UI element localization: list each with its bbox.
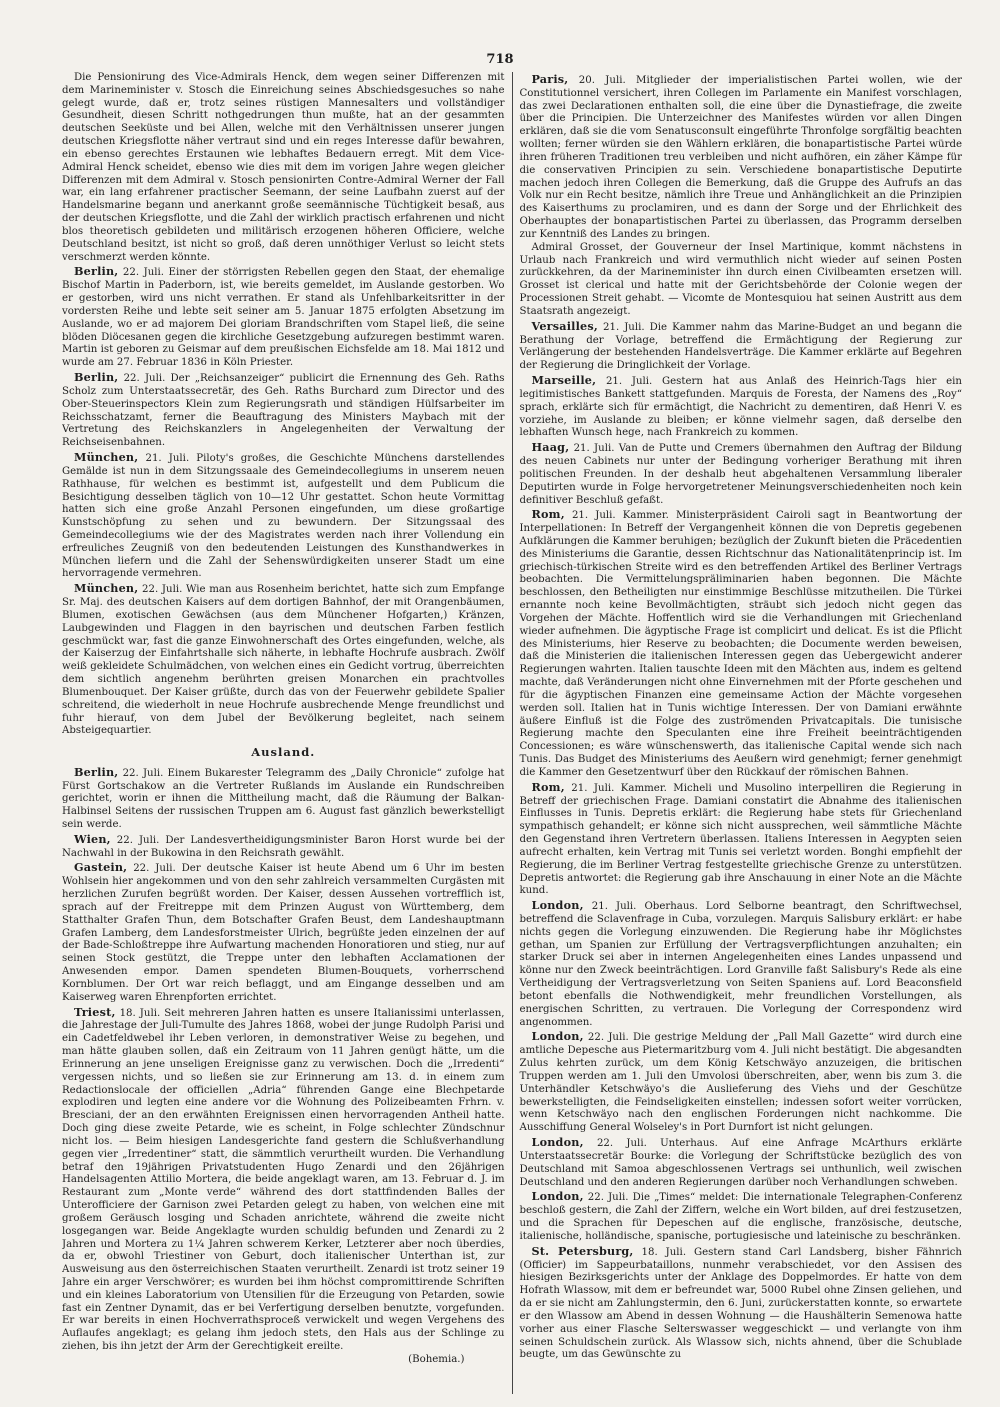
news-paragraph bbox=[62, 581, 505, 738]
right-column bbox=[513, 72, 963, 1394]
dateline-place: London, bbox=[531, 1189, 584, 1204]
paragraph-text: 21. Juli. Van de Putte und Cremers übernahmen den Auftrag der Bildung des neuen Cabinets nur unter der Bedingung vorheriger Berathung mit ihren politischen Freunden. In der deshalb heut abgehaltenen Versammlung liberaler Deputirten wurde in Folge hervorgetretener Meinungsverschiedenheiten noch kein definitiver Beschluß gefaßt. bbox=[519, 443, 962, 506]
paragraph-text: 22. Juli. Wie man aus Rosenheim berichtet, hatte sich zum Empfange Sr. Maj. des deutschen Kaisers auf dem dortigen Bahnhof, der mit Orangenbäumen, Blumen, exotischen Gewächsen (aus dem Münchener Hofgarten,) Kränzen, Laubgewinden und Flaggen in den bayrischen und deutschen Farben festlich geschmückt war, fast die ganze Einwohnerschaft des Ortes eingefunden, welche, als der Kaiserzug der Einfahrtshalle sich näherte, in lebhafte Hochrufe ausbrach. Zwölf weiß gekleidete Schulmädchen, von welchen eines ein Gedicht vortrug, überreichten dem sichtlich angenehm berührten greisen Monarchen ein prachtvolles Blumenbouquet. Der Kaiser grüßte, durch das von der Feuerwehr gebildete Spalier schreitend, die wiederholt in neue Hochrufe ausbrechende Menge freundlichst und fuhr hierauf, von dem Jubel der Bevölkerung begleitet, nach seinem Absteigequartier. bbox=[62, 584, 505, 737]
paragraph-text: Admiral Grosset, der Gouverneur der Insel Martinique, kommt nächstens in Urlaub nach Frankreich und wird vermuthlich nicht wieder auf seinen Posten zurückkehren, da der Marineminister ihn durch einen Civilbeamten ersetzen will. Grosset ist clerical und hatte mit der Gerichtsbehörde der Colonie wegen der Processionen Streit gehabt. — Vicomte de Montesquiou hat seinen Austritt aus dem Staatsrath angezeigt. bbox=[519, 241, 962, 317]
source-signature: (Bohemia.) bbox=[408, 1353, 465, 1365]
dateline-place: Paris, bbox=[531, 72, 569, 86]
news-paragraph bbox=[520, 242, 963, 319]
news-paragraph bbox=[62, 370, 505, 450]
paragraph-text: 22. Juli. Unterhaus. Auf eine Anfrage McArthurs erklärte Unterstaatssecretär Bourke: die Vorlegung der Schriftstücke bezüglich des von Deutschland mit Samoa abgeschlossenen Vertrags sei unthunlich, weil zwischen Deutschland und den anderen Regierungen darüber noch Verhandlungen schweben. bbox=[519, 1138, 962, 1188]
paragraph-text: 21. Juli. Kammer. Ministerpräsident Cairoli sagt in Beantwortung der Interpellationen: In Betreff der Vergangenheit können die von Depretis gegebenen Aufklärungen die Kammer beruhigen; bezüglich der Zukunft bieten die Präcedentien des Ministeriums die Garantie, dessen Richtschnur das Nationalitätenprincip ist. Im griechisch-türkischen Streite wird es den betreffenden Artikel des Berliner Vertrags beobachten. Die Vermittelungspräliminarien haben begonnen. Die Mächte beschlossen, den Betheiligten nur einstimmige Beschlüsse mitzutheilen. Die Türkei ernannte noch keine Bevollmächtigten, sträubt sich jedoch nicht gegen das Vorgehen der Mächte. Hoffentlich wird sie die Verhandlungen mit Griechenland wieder aufnehmen. Die ägyptische Frage ist complicirt und delicat. Es ist die Pflicht des Ministeriums, hier Reserve zu beobachten; die Documente werden beweisen, daß die Ministerien die italienischen Interessen gegen das Uebergewicht anderer Regierungen wahrten. Italien tauschte Ideen mit den Mächten aus, indem es geltend machte, daß Veränderungen nicht ohne Einvernehmen mit der Pforte geschehen und für die ägyptischen Finanzen eine gemeinsame Action der Mächte vorgesehen werden soll. Italien hat in Tunis wichtige Interessen. Der von Damiani erwähnte äußere Einfluß ist die Folge des zuströmenden Privatcapitals. Die tunisische Regierung machte den Speculanten eine ihre Freiheit beeinträchtigenden Concessionen; es wäre wünschenswerth, das italienische Capital wende sich nach Tunis. Das Budget des Ministeriums des Aeußern wird genehmigt; ferner genehmigt die Kammer den Gesetzentwurf über den Rückkauf der römischen Bahnen. bbox=[519, 510, 962, 778]
paragraph-text: 20. Juli. Mitglieder der imperialistischen Partei wollen, wie der Constitutionnel versichert, ihren Collegen im Parlamente ein Manifest vorschlagen, das zwei Declarationen enthalten soll, die eine über die Dynastiefrage, die zweite über die Principien. Die Unterzeichner des Manifestes würden vor allen Dingen erklären, daß sie die vom Senatusconsult eingeführte Thronfolge sorgfältig beachten wollten; ferner würden sie den Wählern erklären, die bonapartistische Partei würde ihren früheren Traditionen treu verbleiben und nicht aufhören, ein zäher Kämpe für die conservativen Principien zu sein. Verschiedene bonapartistische Deputirte machen jedoch ihren Collegen die Bemerkung, daß die Gruppe des Aufrufs an das Volk nur ein Recht besitze, nämlich ihre Treue und Anhänglichkeit an die Prinzipien des Kaiserthums zu proclamiren, und es dann der Sorge und der Ehrlichkeit des Oberhauptes der bonapartistischen Partei zu überlassen, das Programm derselben zur Kenntniß des Landes zu bringen. bbox=[519, 75, 962, 240]
paragraph-text: 21. Juli. Oberhaus. Lord Selborne beantragt, den Schriftwechsel, betreffend die Sclavenfrage in Cuba, vorzulegen. Marquis Salisbury erklärt: er habe nichts gegen die Vorlegung einzuwenden. Die Regierung habe ihr Möglichstes gethan, um Spanien zur Erfüllung der Vertragsverpflichtungen anzuhalten; ein starker Druck sei aber in internen Angelegenheiten eines Landes unpassend und könne nur den Zweck beeinträchtigen. Lord Granville faßt Salisbury's Rede als eine Vertheidigung der Vertragsverletzung von Seiten Spaniens auf. Lord Beaconsfield betont ebenfalls die Nothwendigkeit, mehr freundlichen Vorstellungen, als energischen Schritten, zu vertrauen. Die Vorlegung der Correspondenz wird angenommen. bbox=[519, 901, 962, 1028]
paragraph-text: 22. Juli. Der Landesvertheidigungsminister Baron Horst wurde bei der Nachwahl in der Bukowina in den Reichsrath gewählt. bbox=[62, 834, 505, 859]
news-paragraph bbox=[520, 1135, 963, 1189]
paragraph-text: 18. Juli. Gestern stand Carl Landsberg, bisher Fähnrich (Officier) im Sappeurbataillons, nunmehr verabschiedet, vor den Assisen des hiesigen Bezirksgerichts unter der Anklage des Doppelmordes. Er hatte von dem Hofrath Wlassow, mit dem er befreundet war, 5000 Rubel ohne Zinsen geliehen, und da er sie nicht am Zahlungstermin, den 6. Juni, zurückerstatten konnte, so erwartete er den Wlassow am Abend in dessen Wohnung — die Haushälterin Semenowa hatte vorher aus einer Flasche Selterswasser weggeschickt — und verlangte von ihm seinen Schuldschein zurück. Als Wlassow sich, nichts ahnend, über die Schublade beugte, um das Gewünschte zu bbox=[519, 1246, 962, 1361]
news-paragraph bbox=[520, 440, 963, 507]
news-paragraph bbox=[520, 373, 963, 440]
news-paragraph bbox=[520, 507, 963, 779]
text-columns bbox=[62, 72, 962, 1394]
page-number: 718 bbox=[486, 52, 514, 67]
paragraph-text: 21. Juli. Gestern hat aus Anlaß des Heinrich-Tags hier ein legitimistisches Bankett stattgefunden. Marquis de Foresta, der Namens des „Roy“ sprach, erklärte sich für ermächtigt, die Nachricht zu dementiren, daß Henri V. es vorziehe, im Auslande zu bleiben; er könne vielmehr sagen, daß derselbe den lebhaften Wunsch hege, nach Frankreich zu kommen. bbox=[519, 376, 962, 439]
paragraph-text: 21. Juli. Die Kammer nahm das Marine-Budget an und begann die Berathung der Vorlage, betreffend die Ermächtigung der Regierung zur Verlängerung der bestehenden Handelsverträge. Die Kammer erklärte auf Begehren der Regierung die Dringlichkeit der Vorlage. bbox=[519, 321, 962, 372]
dateline-place: Rom, bbox=[531, 779, 565, 794]
news-paragraph bbox=[62, 264, 505, 370]
paragraph-text: Die Pensionirung des Vice-Admirals Henck, dem wegen seiner Differenzen mit dem Marineminister v. Stosch die Einreichung seines Abschiedsgesuches so nahe gelegt wurde, daß er, trotz seines rüstigen Mannesalters und vollständiger Gesundheit, diesen Schritt nothgedrungen thun mußte, hat an der gesammten deutschen Seeküste und bei Allen, welche mit den Verhältnissen unserer jungen deutschen Kriegsflotte näher vertraut sind und ein reges Interesse dafür bewahren, ein ebenso gerechtes Erstaunen wie lebhaftes Bedauern erregt. Mit dem Vice-Admiral Henck scheidet, ebenso wie dies mit dem im vorigen Jahre wegen gleicher Differenzen mit dem Admiral v. Stosch pensionirten Contre-Admiral Werner der Fall war, ein lang erfahrener practischer Seemann, der seine Laufbahn zuerst auf der Handelsmarine begann und anerkannt große seemännische Tüchtigkeit besaß, aus der deutschen Kriegsflotte, und die Zahl der wirklich practisch erfahrenen und nicht blos theoretisch gebildeten und militärisch erzogenen höheren Officiere, welche Deutschland besitzt, ist nicht so groß, daß deren unnöthiger Verlust so leicht stets verschmerzt werden könnte. bbox=[62, 72, 505, 263]
dateline-place: London, bbox=[531, 1135, 584, 1150]
paragraph-text: 22. Juli. Der deutsche Kaiser ist heute Abend um 6 Uhr im besten Wohlsein hier angekommen und von den sehr zahlreich versammelten Curgästen mit herzlichen Zurufen begrüßt worden. Der Kaiser, dessen Aussehen vortrefflich ist, sprach auf der Freitreppe mit dem Prinzen August von Württemberg, dem Statthalter Grafen Thun, dem Botschafter Grafen Beust, dem Landeshauptmann Grafen Lamberg, dem Landesforstmeister Ulrich, begrüßte jeden einzelnen der auf der Bade-Schloßtreppe ihre Aufwartung machenden Honoratioren und stieg, nur auf seinen Stock gestützt, die Treppe unter den lebhaften Acclamationen der Anwesenden empor. Damen spendeten Blumen-Bouquets, vorherrschend Kornblumen. Der Ort war reich beflaggt, und am Eingange desselben und am Kaiserweg waren Ehrenpforten errichtet. bbox=[62, 863, 505, 1003]
dateline-place: Berlin, bbox=[74, 370, 119, 385]
news-paragraph bbox=[520, 898, 963, 1029]
paragraph-text: 22. Juli. Der „Reichsanzeiger“ publicirt die Ernennung des Geh. Raths Scholz zum Unterstaatssecretär, des Geh. Raths Burchard zum Director und des Ober-Steuerinspectors Klein zum Regierungsrath und ständigen Hülfsarbeiter im Reichsschatzamt, ferner die Beauftragung des Ministers Maybach mit der Vertretung des Reichskanzlers in Angelegenheiten der Verwaltung der Reichseisenbahnen. bbox=[62, 373, 505, 449]
dateline-place: Berlin, bbox=[74, 764, 119, 779]
paragraph-text: 22. Juli. Einer der störrigsten Rebellen gegen den Staat, der ehemalige Bischof Martin in Paderborn, ist, wie bereits gemeldet, im Auslande gestorben. Wo er gestorben, wird uns nicht verrathen. Er stand als Unfehlbarkeitsritter in der vordersten Reihe und lebte seit seiner am 5. Januar 1875 erfolgten Absetzung im Auslande, wo er ad majorem Dei gloriam Brandschriften vom Stapel ließ, die seine blöden Diöcesanen gegen die kirchliche Gesetzgebung aufzuregen bestimmt waren. Martin ist geboren zu Geismar auf dem preußischen Eichsfelde am 18. Mai 1812 und wurde am 27. Februar 1836 in Köln Priester. bbox=[62, 267, 505, 369]
dateline-place: Rom, bbox=[531, 507, 565, 522]
dateline-place: Berlin, bbox=[74, 264, 119, 279]
left-column bbox=[62, 72, 512, 1394]
section-heading: Ausland. bbox=[251, 745, 316, 760]
paragraph-text: 22. Juli. Die „Times“ meldet: Die internationale Telegraphen-Conferenz beschloß gestern, die Zahl der Ziffern, welche ein Wort bilden, auf drei festzusetzen, und die Sprachen für Depeschen auf die englische, französische, deutsche, italienische, holländische, spanische, portugiesische und lateinische zu beschränken. bbox=[519, 1192, 962, 1242]
news-paragraph bbox=[520, 1189, 963, 1243]
dateline-place: München, bbox=[74, 581, 139, 596]
dateline-place: Wien, bbox=[74, 831, 111, 846]
paragraph-text: 21. Juli. Piloty's großes, die Geschichte Münchens darstellendes Gemälde ist nun in dem Sitzungssaale des Gemeindecollegiums in unserem neuen Rathhause, für welchen es bestimmt ist, aufgestellt und dem Publicum die Besichtigung desselben täglich von 10—12 Uhr gestattet. Schon heute Vormittag hatten sich eine große Anzahl Personen eingefunden, um diese großartige Kunstschöpfung zu sehen und zu bewundern. Der Sitzungssaal des Gemeindecollegiums wie der des Magistrates werden nach ihrer Vollendung ein erfreuliches Zeugniß von den bedeutenden Leistungen des Kunsthandwerkes in München liefern und die Zahl der Sehenswürdigkeiten unserer Stadt um eine hervorragende vermehren. bbox=[62, 453, 505, 580]
dateline-place: London, bbox=[531, 1029, 584, 1044]
dateline-place: Versailles, bbox=[531, 318, 598, 333]
news-paragraph bbox=[62, 860, 505, 1004]
paragraph-text: 21. Juli. Kammer. Micheli und Musolino interpelliren die Regierung in Betreff der griechischen Frage. Damiani constatirt die Abnahme des italienischen Einflusses in Tunis. Depretis erklärt: die Regierung habe stets für Griechenland sympathisch gehandelt; er könne sich nicht aussprechen, weil sämmtliche Mächte den Gegenstand ihren Vertretern überlassen. Italiens Interessen in Aegypten seien aufrecht erhalten, kein Vertrag mit Tunis sei verletzt worden. Bonghi empfiehlt der Regierung, die im Berliner Vertrag festgestellte griechische Grenze zu unterstützen. Depretis antwortet: die Regierung gab ihre Anschauung in einer Note an die Mächte kund. bbox=[519, 782, 962, 897]
dateline-place: Gastein, bbox=[74, 860, 128, 875]
dateline-place: Haag, bbox=[531, 440, 570, 455]
news-paragraph bbox=[520, 319, 963, 373]
dateline-place: St. Petersburg, bbox=[531, 1243, 634, 1258]
news-paragraph bbox=[520, 1244, 963, 1362]
news-paragraph bbox=[62, 1005, 505, 1354]
news-paragraph bbox=[62, 72, 505, 264]
paragraph-text: 18. Juli. Seit mehreren Jahren hatten es unsere Italianissimi unterlassen, die Jahrestage der Juli-Tumulte des Jahres 1868, wobei der junge Rudolph Parisi und ein Cadetfeldwebel ihr Leben verloren, in demonstrativer Weise zu begehen, und man hätte glauben sollen, daß ein Zeitraum von 11 Jahren genügt hätte, um die Erinnerung an jene unseligen Ereignisse ganz zu verwischen. Doch die „Irredenti“ vergessen nichts, und so ließen sie zur Erinnerung am 13. d. in einem zum Redactionslocale der officiellen „Adria“ führenden Gange eine Blechpetarde explodiren und legten eine andere vor die Wohnung des Polizeibeamten Frhrn. v. Bresciani, der an den erwähnten Ereignissen einen hervorragenden Antheil hatte. Doch ging diese zweite Petarde, wie es scheint, in Folge schlechter Zündschnur nicht los. — Beim hiesigen Landesgerichte fand gestern die Schlußverhandlung gegen vier „Irredentiner“ statt, die sämmtlich verurtheilt wurden. Die Verhandlung betraf den 19jährigen Privatstudenten Hugo Zenardi und den 26jährigen Handelsagenten Attilio Mortera, die beide angeklagt waren, am 13. Februar d. J. im Restaurant zum „Monte verde“ während des dort stattfindenden Balles der Unterofficiere der Garnison zwei Petarden gelegt zu haben, von welchen eine mit großem Geräusch losging und Schaden anrichtete, während die zweite nicht losgegangen war. Beide Angeklagte wurden schuldig befunden und Zenardi zu 2 Jahren und Mortera zu 1¼ Jahren schwerem Kerker, Letzterer aber noch überdies, da er, obwohl Triestiner von Geburt, doch italienischer Unterthan ist, zur Ausweisung aus den österreichischen Staaten verurtheilt. Zenardi ist trotz seiner 19 Jahre ein arger Verschwörer; es wurden bei ihm höchst compromittirende Schriften und ein kleines Laboratorium von Utensilien für die Erzeugung von Petarden, sowie fast ein Zentner Dynamit, das er bei Verfertigung derselben benutzte, vorgefunden. Er war bereits in einen Hochverrathsproceß verwickelt und wegen Vergehens des Auflaufes angeklagt; es gelang ihm jedoch stets, den Hals aus der Schlinge zu ziehen, bis ihn jetzt der Arm der Gerechtigkeit ereilte. bbox=[62, 1007, 505, 1353]
news-paragraph bbox=[62, 832, 505, 861]
news-paragraph bbox=[62, 450, 505, 581]
dateline-place: London, bbox=[531, 898, 584, 913]
dateline-place: Triest, bbox=[74, 1004, 116, 1019]
news-paragraph bbox=[520, 1029, 963, 1135]
news-paragraph bbox=[520, 72, 963, 242]
dateline-place: Marseille, bbox=[531, 373, 597, 388]
paragraph-text: 22. Juli. Einem Bukarester Telegramm des „Daily Chronicle“ zufolge hat Fürst Gortschakow an die Vertreter Rußlands im Auslande ein Rundschreiben gerichtet, worin er ihnen die Mittheilung macht, daß die Räumung der Balkan-Halbinsel Seitens der russischen Truppen am 6. August fast gänzlich bewerkstelligt sein werde. bbox=[62, 767, 505, 830]
dateline-place: München, bbox=[74, 450, 139, 465]
news-paragraph bbox=[520, 780, 963, 898]
paragraph-text: 22. Juli. Die gestrige Meldung der „Pall Mall Gazette“ wird durch eine amtliche Depesche aus Pietermaritzburg vom 4. Juli nicht bestätigt. Die abgesandten Zulus kehrten zurück, um dem König Ketschwäyo anzuzeigen, die britischen Truppen werden am 1. Juli den Umvolosi überschreiten, aber, wenn bis zum 3. die Unterhändler Ketschwäyo's die Auslieferung des Viehs und der Geschütze bewerkstelligten, die Feindseligkeiten einstellen; indessen sofort weiter vorrücken, wenn Ketschwäyo nach den englischen Forderungen nicht nachkomme. Die Ausschiffung General Wolseley's in Port Durnfort ist nicht gelungen. bbox=[519, 1032, 962, 1134]
news-paragraph bbox=[62, 765, 505, 832]
